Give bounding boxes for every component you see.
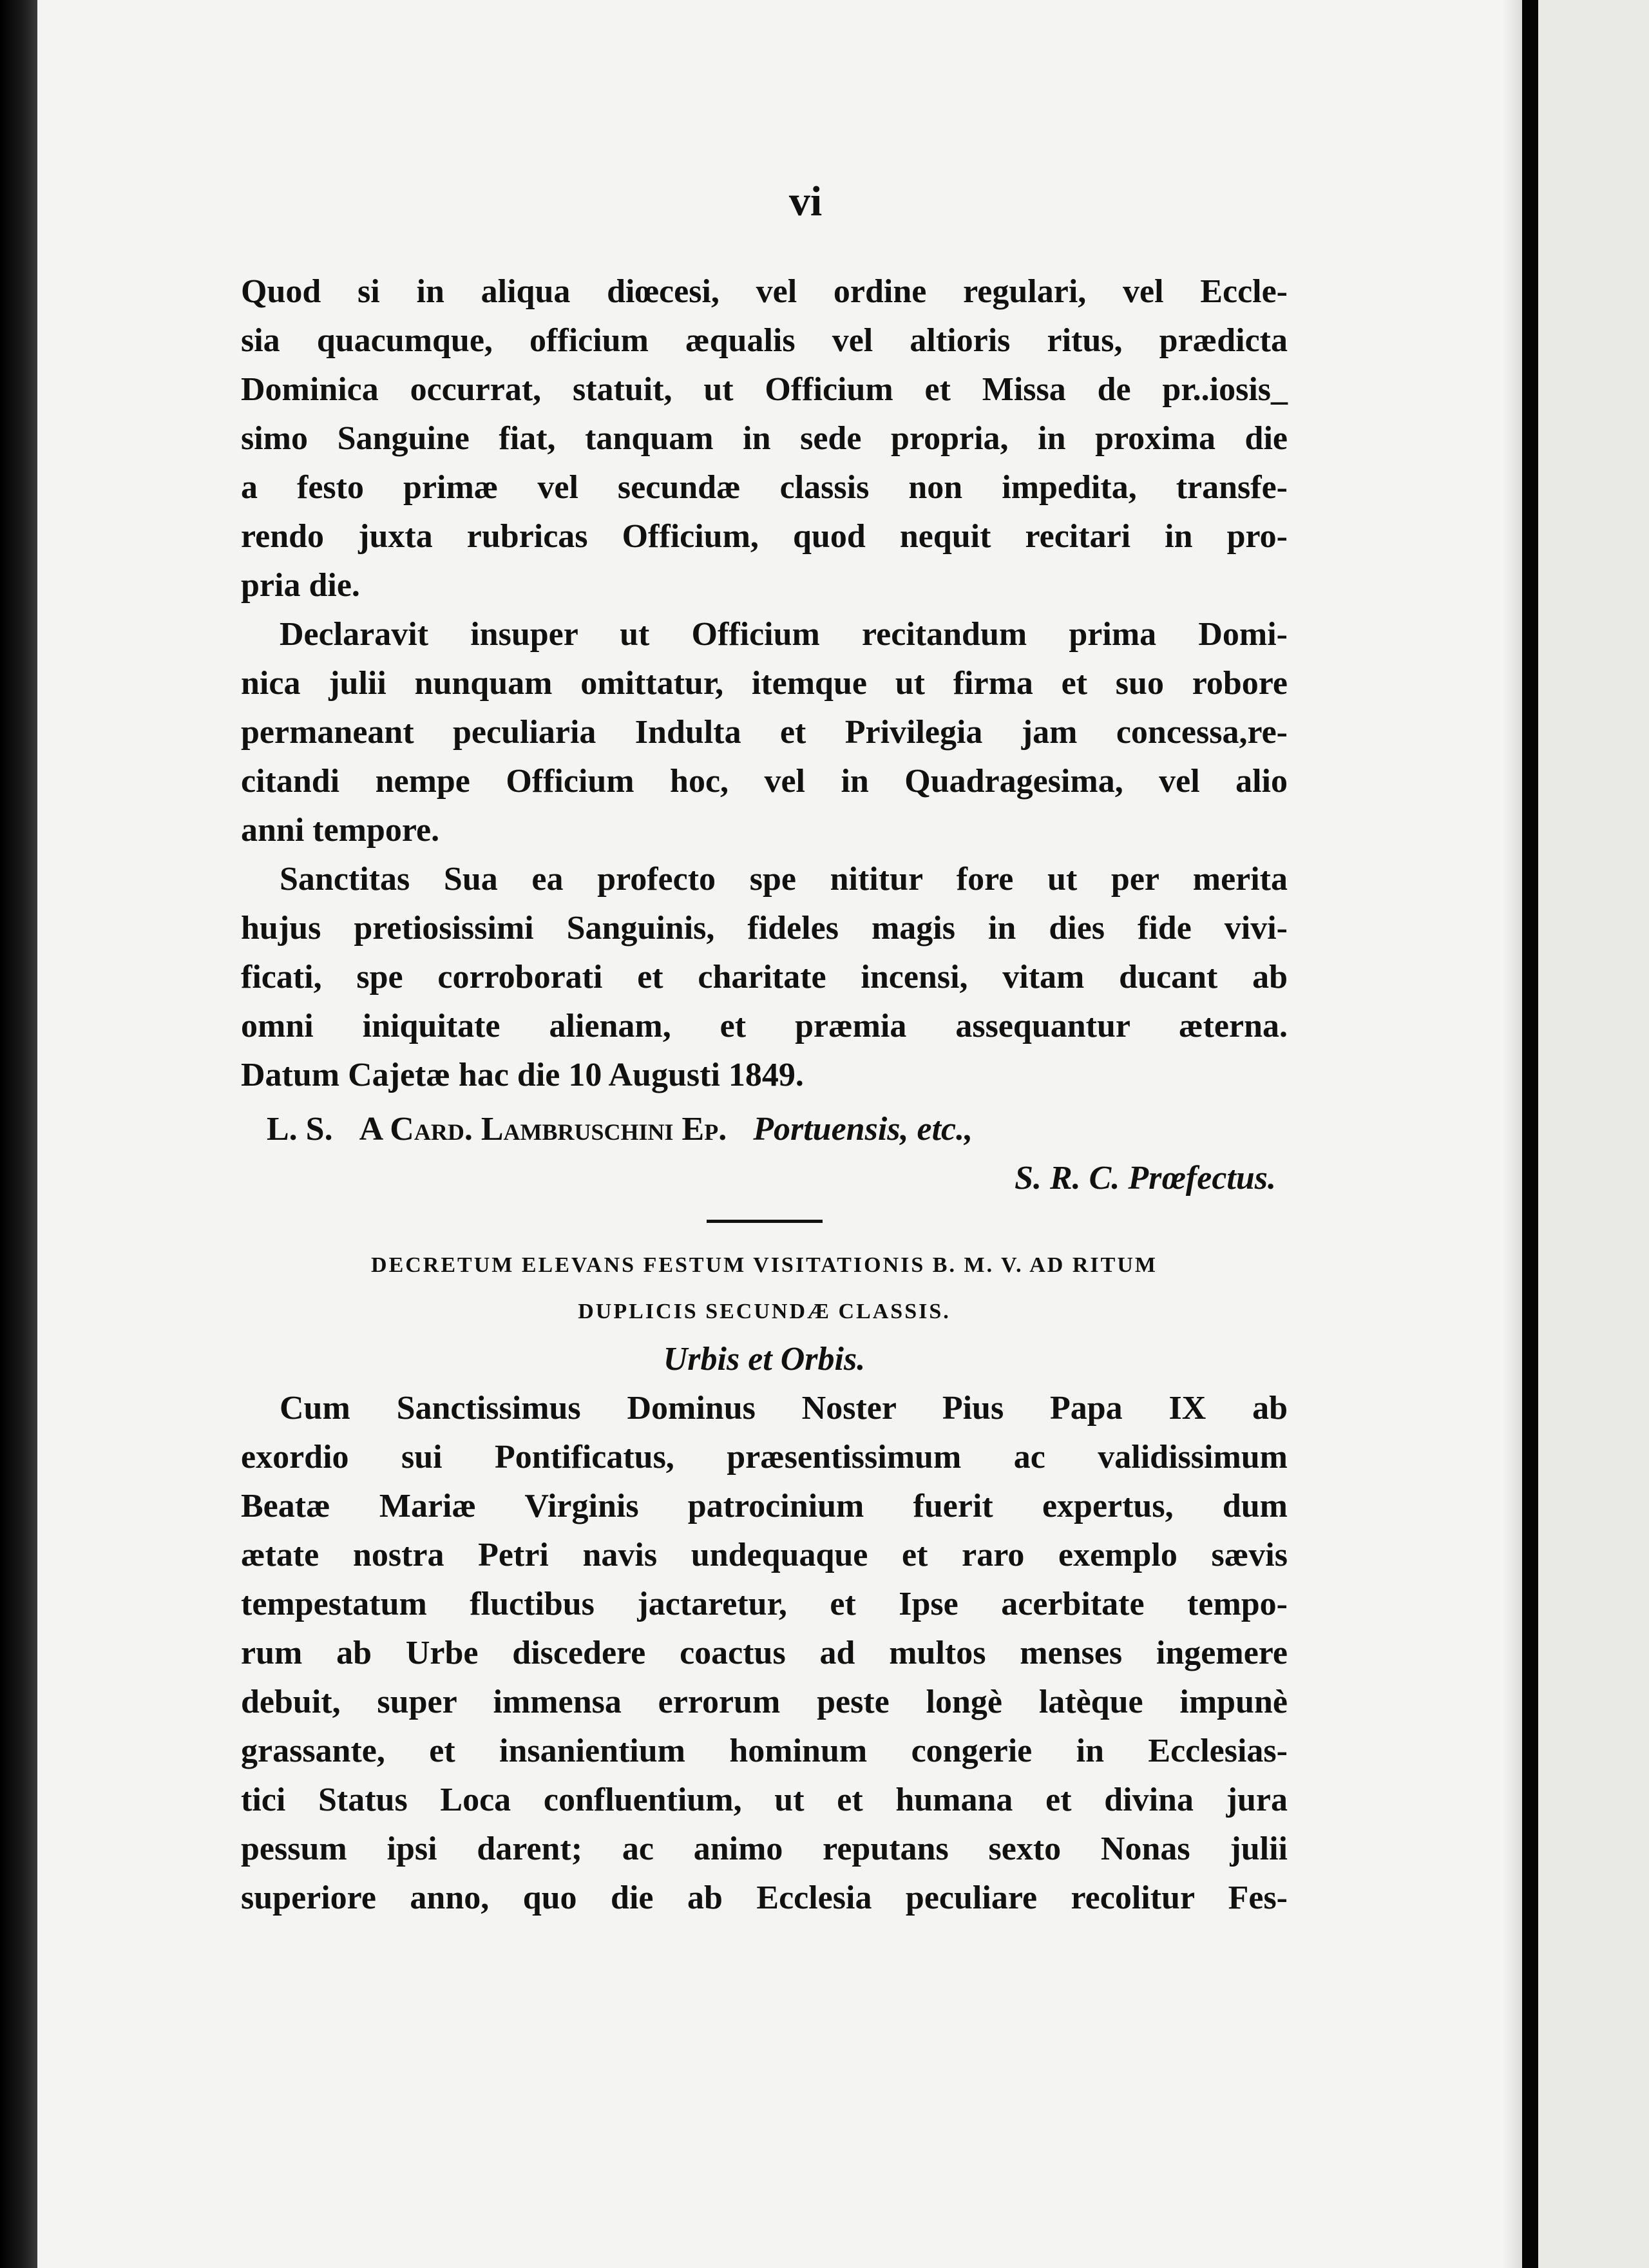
adjacent-page-edge — [1538, 0, 1649, 2268]
decree-subheading: Urbis et Orbis. — [663, 1341, 866, 1378]
text-line: sia quacumque, officium æqualis vel altioris ritus, prædicta — [241, 322, 1288, 359]
text-line: Quod si in aliqua diœcesi, vel ordine regulari, vel Eccle- — [241, 273, 1288, 310]
text-line: Beatæ Mariæ Virginis patrocinium fuerit expertus, dum — [241, 1488, 1288, 1524]
page-text — [241, 267, 1288, 1923]
text-line: nica julii nunquam omittatur, itemque ut firma et suo robore — [241, 665, 1288, 702]
text-line: grassante, et insanientium hominum congerie in Ecclesias- — [241, 1733, 1288, 1769]
paragraph-3 — [241, 855, 1288, 1100]
paragraph-4 — [241, 1384, 1288, 1923]
section-divider — [707, 1220, 823, 1223]
text-line: rum ab Urbe discedere coactus ad multos menses ingemere — [241, 1635, 1288, 1671]
text-line: Declaravit insuper ut Officium recitandum prima Domi- — [280, 616, 1288, 653]
gutter-shadow — [1503, 0, 1522, 2268]
text-line: simo Sanguine fiat, tanquam in sede propria, in proxima die — [241, 420, 1288, 457]
signatory-name: A Card. Lambruschini Ep. — [359, 1111, 727, 1148]
paragraph-1 — [241, 267, 1288, 610]
text-line: hujus pretiosissimi Sanguinis, fideles magis in dies fide vivi- — [241, 910, 1288, 947]
text-line: ætate nostra Petri navis undequaque et raro exemplo sævis — [241, 1537, 1288, 1573]
text-line: Cum Sanctissimus Dominus Noster Pius Papa IX ab — [280, 1390, 1288, 1427]
signature-line — [241, 1105, 1288, 1154]
scan-left-edge — [0, 0, 37, 2268]
signatory-title: Portuensis, etc., — [753, 1111, 973, 1148]
text-line: anni tempore. — [241, 812, 440, 849]
paragraph-2 — [241, 610, 1288, 855]
text-line: debuit, super immensa errorum peste longè latèque impunè — [241, 1684, 1288, 1720]
text-line: exordio sui Pontificatus, præsentissimum ac validissimum — [241, 1439, 1288, 1475]
text-line: omni iniquitate alienam, et præmia assequantur æterna. — [241, 1008, 1288, 1044]
seal-mark: L. S. — [267, 1111, 333, 1148]
text-line: a festo primæ vel secundæ classis non impedita, transfe- — [241, 469, 1288, 506]
decree-heading-line-1: DECRETUM ELEVANS FESTUM VISITATIONIS B. M. V. AD RITUM — [371, 1253, 1158, 1277]
scan-page-gap — [1522, 0, 1538, 2268]
text-line: superiore anno, quo die ab Ecclesia peculiare recolitur Fes- — [241, 1879, 1288, 1916]
decree-heading-line-2: DUPLICIS SECUNDÆ CLASSIS. — [578, 1300, 951, 1323]
text-line: citandi nempe Officium hoc, vel in Quadragesima, vel alio — [241, 763, 1288, 800]
text-line: pria die. — [241, 567, 360, 604]
book-page — [37, 0, 1522, 2268]
text-line: Sanctitas Sua ea profecto spe nititur fore ut per merita — [280, 861, 1288, 898]
text-line: ficati, spe corroborati et charitate incensi, vitam ducant ab — [241, 959, 1288, 995]
text-line: pessum ipsi darent; ac animo reputans sexto Nonas julii — [241, 1831, 1288, 1867]
text-line: permaneant peculiaria Indulta et Privilegia jam concessa,re- — [241, 714, 1288, 751]
text-line: tempestatum fluctibus jactaretur, et Ipse acerbitate tempo- — [241, 1586, 1288, 1622]
text-line: Datum Cajetæ hac die 10 Augusti 1849. — [241, 1057, 804, 1093]
text-line: rendo juxta rubricas Officium, quod nequit recitari in pro- — [241, 518, 1288, 555]
signatory-office: S. R. C. Prœfectus. — [1015, 1160, 1276, 1196]
text-line: Dominica occurrat, statuit, ut Officium et Missa de pr..iosis_ — [241, 371, 1288, 408]
text-line: tici Status Loca confluentium, ut et humana et divina jura — [241, 1782, 1288, 1818]
page-number: vi — [788, 178, 823, 225]
